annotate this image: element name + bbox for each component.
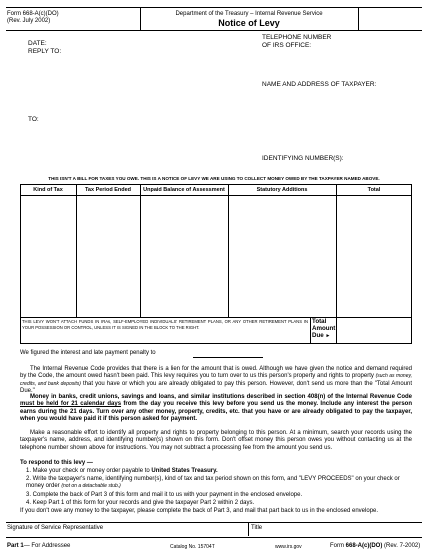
closing-note: If you don't owe any money to the taxpayer, please complete the back of Part 3, and mail that part back to us in the enclosed envelope.: [20, 508, 379, 514]
step-1-payee: United States Treasury.: [151, 468, 218, 474]
step-2-text: 2. Write the taxpayer's name, identifying number(s), kind of tax and tax period shown on this form, and "LEVY PROCEEDS" on your check or money order: [26, 476, 400, 490]
taxpayer-label: NAME AND ADDRESS OF TAXPAYER:: [262, 81, 377, 88]
step-4: 4. Keep Part 1 of this form for your records and give the taxpayer Part 2 within 2 days.: [26, 500, 255, 506]
total-due-divider: [310, 317, 311, 344]
department-name: Department of the Treasury – Internal Revenue Service: [175, 11, 323, 17]
col-total: Total: [367, 187, 381, 193]
form-number-bold: 668-A(c)(DO): [345, 543, 383, 549]
website: www.irs.gov: [275, 544, 302, 550]
total-due-line3-text: Due: [312, 332, 324, 339]
bottom-form-number: [330, 543, 420, 550]
interest-date-blank[interactable]: [193, 357, 263, 358]
date-label: DATE:: [28, 40, 47, 47]
p2-text-b: from the day you receive this levy before you send us the money. Include any interest the person earns during the 21 days. Turn over any other money, property, credits, etc. that you have or are already obligated to pay the taxpayer, when you would have paid it if this person asked for payment.: [20, 401, 412, 422]
form-revision-bottom: (Rev. 7-2002): [384, 543, 421, 549]
col-kind-of-tax: Kind of Tax: [33, 187, 63, 193]
catalog-number: Catalog No. 15704T: [170, 544, 215, 550]
table-header-rule: [20, 195, 412, 196]
col-unpaid-balance: Unpaid Balance of Assessment: [143, 187, 225, 193]
p1-emphasis: (such as money, credits, and bank deposits): [20, 373, 413, 387]
header-bottom-rule: [6, 30, 422, 31]
notice-banner: THIS ISN'T A BILL FOR TAXES YOU OWE. THIS IS A NOTICE OF LEVY WE ARE USING TO COLLECT MONEY OWED BY THE TAXPAYER NAMED ABOVE.: [48, 176, 380, 181]
part-number: Part 1: [7, 543, 24, 549]
header-divider-right: [358, 7, 359, 30]
step-2: [26, 476, 412, 491]
bank-hold-paragraph: [20, 394, 412, 423]
telephone-label-2: OF IRS OFFICE:: [262, 42, 312, 49]
table-footer-rule: [20, 317, 412, 318]
signature-divider: [248, 522, 249, 536]
p2-text-a: Money in banks, credit unions, savings and loans, and similar institutions described in section 408(n) of the Internal Revenue Code: [30, 394, 412, 400]
signature-bottom-rule: [6, 537, 422, 538]
respond-heading: To respond to this levy —: [20, 460, 93, 466]
signature-label: Signature of Service Representative: [7, 525, 104, 531]
part-addressee: — For Addressee: [23, 543, 71, 549]
retirement-note: THIS LEVY WON'T ATTACH FUNDS IN IRAs, SELF-EMPLOYED INDIVIDUALS' RETIREMENT PLANS, OR ANY OTHER RETIREMENT PLANS IN YOUR POSSESSION OR CONTROL, UNLESS IT IS SIGNED IN THE BLOCK TO THE RIGHT.: [22, 319, 308, 330]
title-label: Title: [251, 525, 263, 531]
col-statutory-additions: Statutory Additions: [256, 187, 308, 193]
col-tax-period: Tax Period Ended: [84, 187, 132, 193]
search-paragraph: Make a reasonable effort to identify all property and rights to property belonging to this person. At a minimum, search your records using the taxpayer's name, address, and identifying number(s) shown on this form. Don't offset money this person owes you without contacting us at the telephone number shown above for instructions. You may not subtract a processing fee from the amount you send us.: [20, 430, 412, 451]
lien-paragraph: [20, 366, 412, 395]
identifying-number-label: IDENTIFYING NUMBER(S):: [262, 155, 344, 162]
step-1: [26, 468, 412, 475]
telephone-label: TELEPHONE NUMBER: [262, 34, 332, 41]
col-divider-2: [140, 184, 141, 317]
col-divider-1: [76, 184, 77, 317]
form-revision: (Rev. July 2002): [7, 18, 51, 24]
total-due-label: [312, 318, 335, 340]
p2-underlined: must be held for 21 calendar days: [20, 401, 122, 408]
col-divider-3: [228, 184, 229, 317]
top-rule: [6, 7, 422, 8]
col-divider-4: [336, 184, 337, 344]
step-3: 3. Complete the back of Part 3 of this form and mail it to us with your payment in the enclosed envelope.: [26, 492, 303, 498]
form-prefix: Form: [330, 543, 344, 549]
step-2-emphasis: (not on a detachable stub.): [61, 483, 121, 490]
total-due-line1: Total: [312, 318, 327, 325]
reply-to-label: REPLY TO:: [28, 48, 62, 55]
arrow-right-icon: ►: [325, 333, 331, 339]
step-1-text: 1. Make your check or money order payable to: [26, 468, 150, 474]
to-label: TO:: [28, 116, 39, 123]
total-due-line2: Amount: [312, 325, 336, 332]
signature-top-rule: [6, 522, 422, 523]
form-number: Form 668-A(c)(DO): [7, 11, 59, 17]
form-title: Notice of Levy: [218, 18, 280, 28]
interest-line-label: We figured the interest and late payment penalty to: [20, 350, 156, 356]
p1-text-b: that you have or which you are already obligated to pay this person. However, don't send us more than the "Total Amount Due.": [20, 380, 412, 394]
p1-text-a: The Internal Revenue Code provides that there is a lien for the amount that is owed. Although we have given the notice and demand required by the Code, the amount owed hasn't been paid. This levy requires you to turn over to us this person's property and rights to property: [20, 366, 412, 380]
total-due-line3: [312, 332, 335, 340]
part-label: [7, 543, 70, 550]
